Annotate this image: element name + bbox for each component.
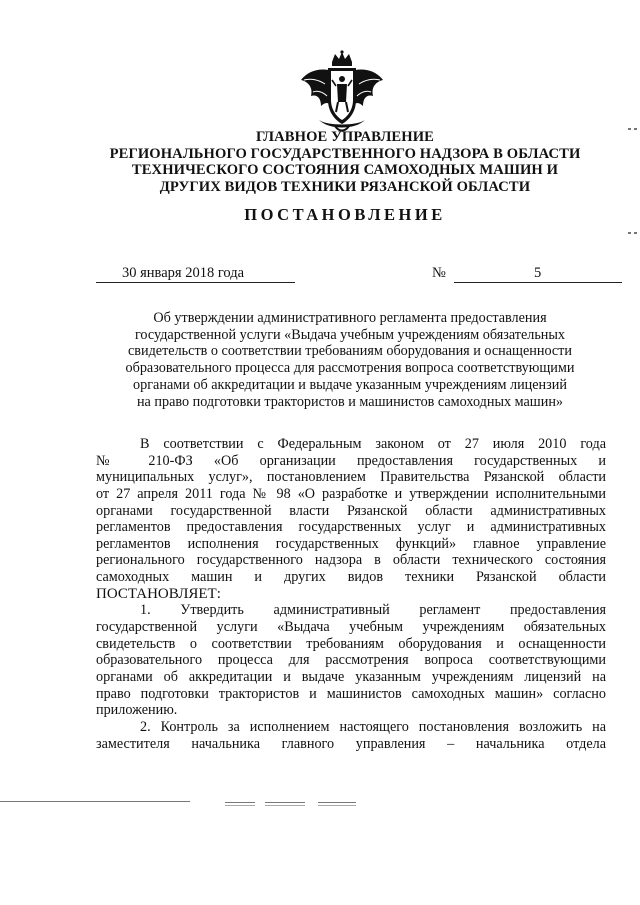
body-line: право подготовки трактористов и машинистов самоходных машин» согласно — [96, 685, 606, 702]
number-field — [454, 265, 622, 283]
body-line: органами об аккредитации и выдаче указанным учреждениям лицензий на — [96, 668, 606, 685]
title-line: образовательного процесса для рассмотрения вопроса соответствующими — [125, 360, 575, 377]
body-line: приложению. — [96, 702, 178, 719]
body-line: свидетельств о соответствии требованиям оборудования и оснащенности — [96, 635, 606, 652]
header-line: ДРУГИХ ВИДОВ ТЕХНИКИ РЯЗАНСКОЙ ОБЛАСТИ — [159, 178, 531, 195]
body-line: 1. Утвердить административный регламент предоставления — [140, 602, 606, 619]
header-line: ГЛАВНОЕ УПРАВЛЕНИЕ — [256, 129, 434, 145]
body-line: заместителя начальника главного управления – начальника отдела — [96, 735, 606, 752]
body-line: от 27 апреля 2011 года № 98 «О разработке и утверждении исполнительными — [96, 485, 606, 502]
body-line: самоходных машин и других видов техники Рязанской области — [96, 569, 606, 586]
date-field — [96, 265, 295, 283]
title-line: государственной услуги «Выдача учебным учреждениям обязательных — [134, 326, 566, 343]
number-value: 5 — [534, 265, 542, 281]
date-value: 30 января 2018 года — [122, 265, 245, 281]
title-line: на право подготовки трактористов и машинистов самоходных машин» — [136, 393, 564, 410]
body-line: № 210-ФЗ «Об организации предоставления государственных и — [96, 452, 606, 469]
body-line: 2. Контроль за исполнением настоящего постановления возложить на — [140, 718, 606, 735]
scan-edge-mark — [628, 232, 638, 234]
body-line: регламентов исполнения государственных функций» главное управление — [96, 535, 606, 552]
title-line: органами об аккредитации и выдаче указанным учреждениям лицензий — [133, 376, 567, 393]
body-line: В соответствии с Федеральным законом от 27 июля 2010 года — [140, 436, 606, 452]
body-line: государственной услуги «Выдача учебным учреждениям обязательных — [96, 619, 606, 636]
scan-artifact-line — [0, 801, 640, 807]
body-line: регионального государственного надзора в области технического состояния — [96, 552, 606, 569]
title-line: свидетельств о соответствии требованиям оборудования и оснащенности — [128, 343, 572, 360]
title-line: Об утверждении административного регламента предоставления — [153, 310, 547, 326]
body-line-resolves: ПОСТАНОВЛЯЕТ: — [96, 585, 221, 602]
document-title — [100, 310, 600, 410]
body-line: органами государственной власти Рязанской области административных — [96, 502, 606, 519]
document-body — [96, 436, 606, 752]
issuing-authority — [95, 129, 595, 195]
number-sign: № — [432, 265, 446, 281]
body-line: регламентов предоставления государственных услуг и административных — [96, 519, 606, 536]
body-line: муниципальных услуг», постановлением Правительства Рязанской области — [96, 469, 606, 486]
body-line: образовательного процесса для рассмотрения вопроса соответствующими — [96, 652, 606, 669]
header-line: ТЕХНИЧЕСКОГО СОСТОЯНИЯ САМОХОДНЫХ МАШИН И — [131, 162, 559, 179]
scan-edge-mark — [628, 128, 638, 130]
coat-of-arms-icon — [299, 50, 385, 136]
document-type: ПОСТАНОВЛЕНИЕ — [244, 205, 446, 224]
header-line: РЕГИОНАЛЬНОГО ГОСУДАРСТВЕННОГО НАДЗОРА В ОБЛАСТИ — [109, 145, 581, 162]
